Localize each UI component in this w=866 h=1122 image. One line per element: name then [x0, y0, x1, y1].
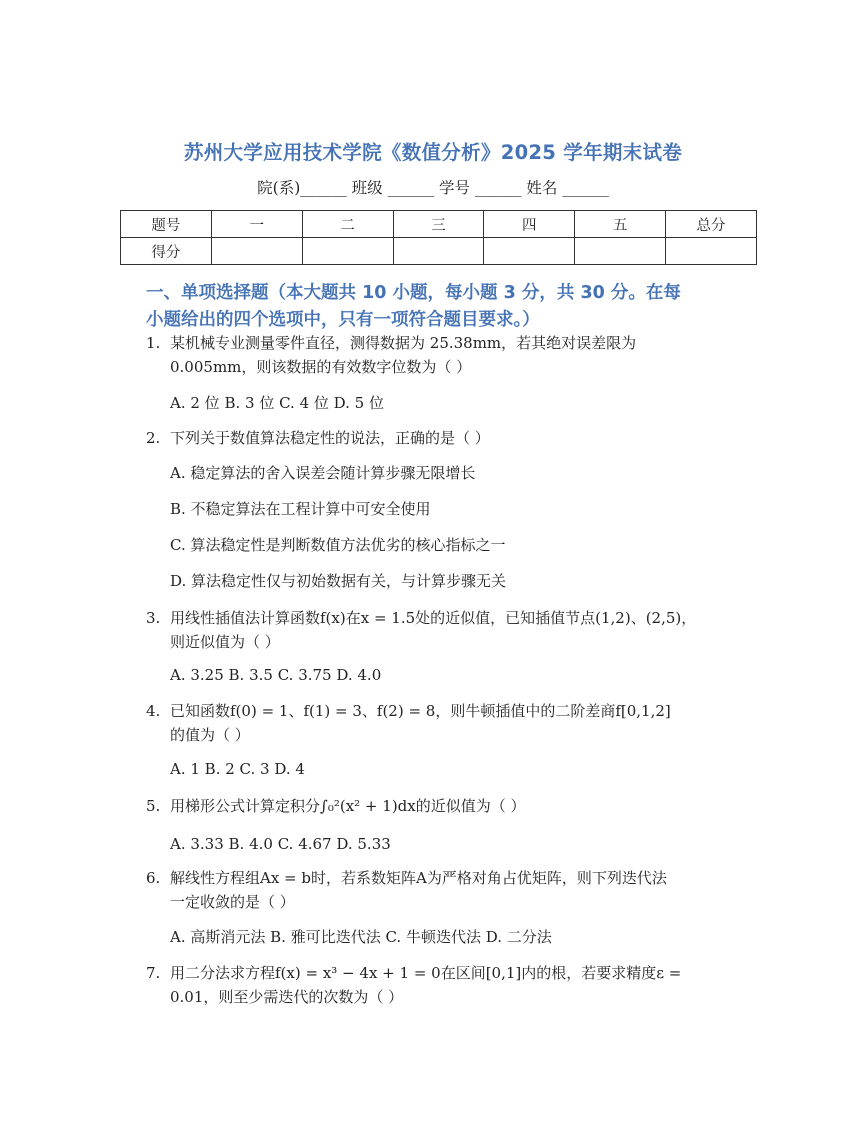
question-2-option-b: B. 不稳定算法在工程计算中可安全使用	[170, 500, 431, 518]
score-input-cell	[575, 238, 666, 265]
question-4	[146, 699, 756, 747]
question-1-options: A. 2 位 B. 3 位 C. 4 位 D. 5 位	[170, 394, 384, 412]
question-4-options: A. 1 B. 2 C. 3 D. 4	[170, 760, 305, 778]
question-text: 用二分法求方程f(x) = x³ − 4x + 1 = 0在区间[0,1]内的根，若要求精度ε =	[170, 964, 682, 982]
question-2-option-c: C. 算法稳定性是判断数值方法优劣的核心指标之一	[170, 536, 506, 554]
score-input-cell	[211, 238, 302, 265]
question-number: 5.	[146, 797, 161, 815]
score-table	[120, 210, 757, 265]
question-3-options: A. 3.25 B. 3.5 C. 3.75 D. 4.0	[170, 666, 382, 684]
table-cell: 二	[302, 211, 393, 238]
question-text: 0.005mm，则该数据的有效数字位数为（ ）	[170, 358, 472, 376]
question-text: 解线性方程组Ax = b时，若系数矩阵A为严格对角占优矩阵，则下列迭代法	[170, 869, 667, 887]
question-text: 则近似值为（ ）	[170, 633, 280, 651]
question-5	[146, 794, 756, 818]
score-input-cell	[666, 238, 757, 265]
table-cell: 得分	[121, 238, 212, 265]
question-6-options: A. 高斯消元法 B. 雅可比迭代法 C. 牛顿迭代法 D. 二分法	[170, 928, 552, 946]
student-info-line: 院(系)______ 班级 ______ 学号 ______ 姓名 ______	[257, 179, 609, 197]
question-text: 用线性插值法计算函数f(x)在x = 1.5处的近似值，已知插值节点(1,2)、(2,5)，	[170, 609, 697, 627]
table-cell: 五	[575, 211, 666, 238]
question-number: 6.	[146, 869, 161, 887]
section-heading-line: 小题给出的四个选项中，只有一项符合题目要求。）	[146, 310, 540, 330]
question-number: 1.	[146, 334, 161, 352]
score-input-cell	[302, 238, 393, 265]
question-text: 0.01，则至少需迭代的次数为（ ）	[170, 988, 404, 1006]
table-cell: 题号	[121, 211, 212, 238]
question-number: 2.	[146, 429, 161, 447]
question-number: 4.	[146, 702, 161, 720]
question-number: 7.	[146, 964, 161, 982]
table-cell: 四	[484, 211, 575, 238]
score-table-header-row	[121, 211, 757, 238]
exam-title: 苏州大学应用技术学院《数值分析》2025 学年期末试卷	[183, 141, 683, 164]
score-table-score-row	[121, 238, 757, 265]
section-heading	[146, 280, 746, 334]
section-heading-line: 一、单项选择题（本大题共 10 小题，每小题 3 分，共 30 分。在每	[146, 283, 681, 303]
table-cell: 总分	[666, 211, 757, 238]
question-3	[146, 606, 756, 654]
question-text: 一定收敛的是（ ）	[170, 893, 295, 911]
question-5-options: A. 3.33 B. 4.0 C. 4.67 D. 5.33	[170, 835, 391, 853]
table-cell: 一	[211, 211, 302, 238]
score-input-cell	[393, 238, 484, 265]
table-cell: 三	[393, 211, 484, 238]
question-2-option-d: D. 算法稳定性仅与初始数据有关，与计算步骤无关	[170, 572, 507, 590]
question-7	[146, 961, 756, 1009]
question-text: 用梯形公式计算定积分∫₀²(x² + 1)dx的近似值为（ ）	[170, 797, 526, 815]
question-2-option-a: A. 稳定算法的舍入误差会随计算步骤无限增长	[170, 464, 476, 482]
score-input-cell	[484, 238, 575, 265]
question-1	[146, 331, 756, 379]
question-2	[146, 426, 756, 450]
question-text: 的值为（ ）	[170, 726, 250, 744]
question-text: 下列关于数值算法稳定性的说法，正确的是（ ）	[170, 429, 490, 447]
question-text: 某机械专业测量零件直径，测得数据为 25.38mm，若其绝对误差限为	[170, 334, 637, 352]
question-6	[146, 866, 756, 914]
question-number: 3.	[146, 609, 161, 627]
question-text: 已知函数f(0) = 1、f(1) = 3、f(2) = 8，则牛顿插值中的二阶差商f[0,1,2]	[170, 702, 671, 720]
